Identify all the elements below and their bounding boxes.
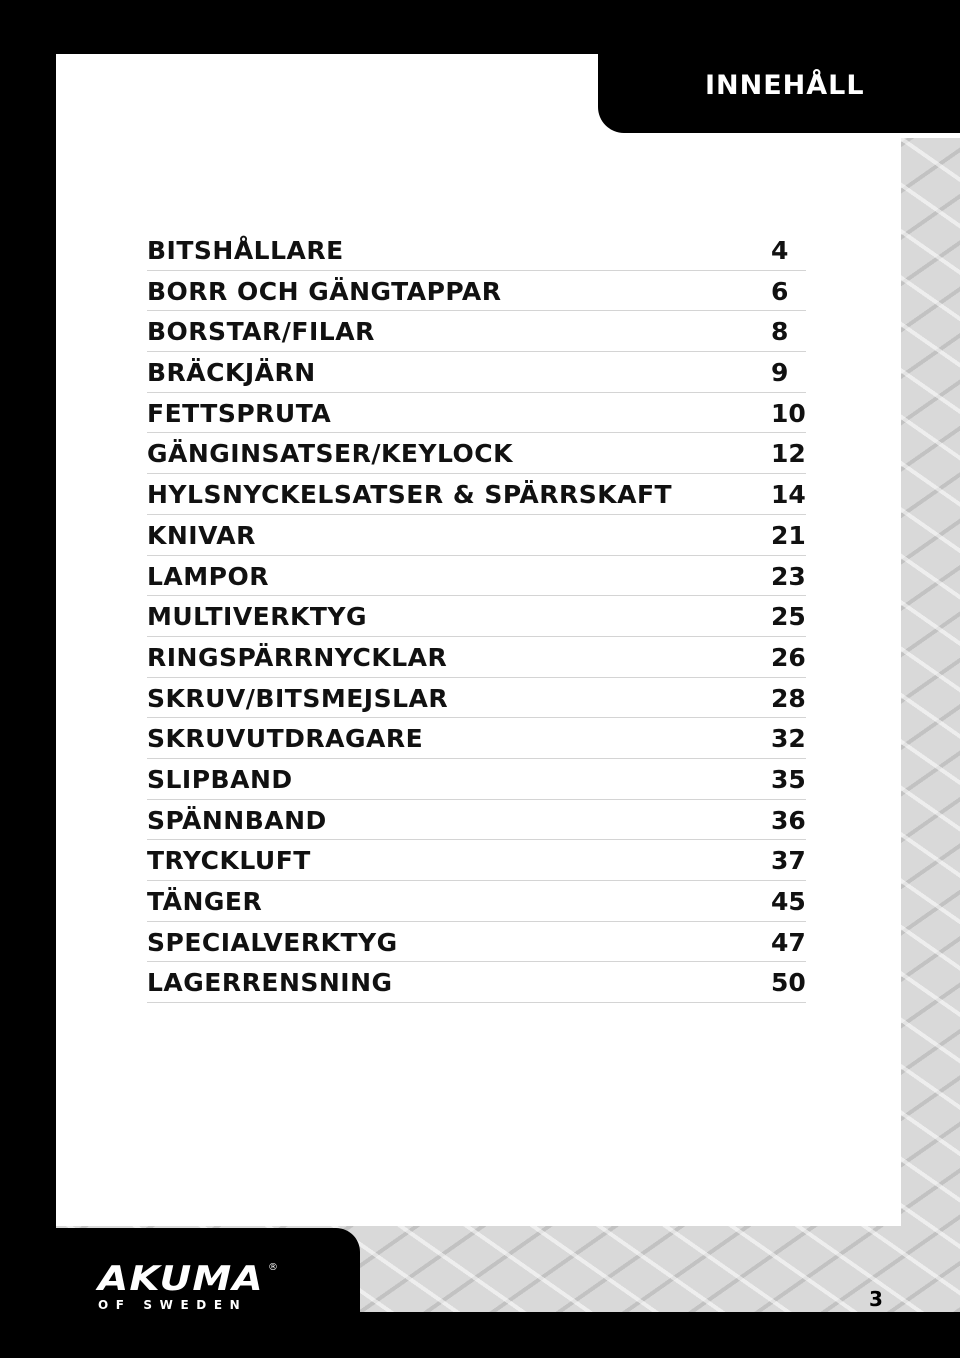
akuma-logo <box>98 1259 278 1312</box>
toc-entry-title: FETTSPRUTA <box>147 398 332 428</box>
toc-entry[interactable] <box>147 962 806 1003</box>
toc-entry-page: 35 <box>771 764 806 794</box>
toc-entry-title: SKRUV/BITSMEJSLAR <box>147 683 449 713</box>
toc-entry-title: BORR OCH GÄNGTAPPAR <box>147 276 502 306</box>
toc-entry-page: 45 <box>771 887 806 916</box>
toc-entry[interactable] <box>147 678 806 719</box>
toc-entry[interactable] <box>147 474 806 515</box>
toc-entry-title: TÄNGER <box>147 887 263 916</box>
toc-entry[interactable] <box>147 596 806 637</box>
toc-entry-title: BITSHÅLLARE <box>147 236 344 265</box>
toc-entry-title: HYLSNYCKELSATSER & SPÄRRSKAFT <box>147 480 673 510</box>
toc-entry[interactable] <box>147 556 806 597</box>
toc-entry-title: BRÄCKJÄRN <box>147 358 316 388</box>
toc-entry[interactable] <box>147 271 806 312</box>
toc-entry-page: 6 <box>771 276 789 306</box>
registered-mark: ® <box>268 1262 278 1273</box>
toc-entry-page: 28 <box>771 683 806 713</box>
toc-entry-page: 26 <box>771 642 806 672</box>
toc-entry-page: 21 <box>771 520 806 550</box>
toc-entry[interactable] <box>147 311 806 352</box>
toc-entry-page: 4 <box>771 236 789 265</box>
title-tab <box>598 0 960 133</box>
toc-entry-page: 23 <box>771 561 806 591</box>
toc-entry[interactable] <box>147 515 806 556</box>
toc-entry-title: SPÄNNBAND <box>147 805 327 835</box>
toc-entry[interactable] <box>147 881 806 922</box>
toc-entry[interactable] <box>147 352 806 393</box>
page-title: INNEHÅLL <box>705 70 865 101</box>
toc-entry-page: 37 <box>771 846 806 876</box>
toc-entry-title: SKRUVUTDRAGARE <box>147 724 424 754</box>
toc-entry-page: 36 <box>771 805 806 835</box>
toc-entry[interactable] <box>147 433 806 474</box>
toc-entry-page: 10 <box>771 398 806 428</box>
toc-entry-page: 47 <box>771 927 806 957</box>
toc-entry-title: SLIPBAND <box>147 764 293 794</box>
toc-entry-title: TRYCKLUFT <box>147 846 311 876</box>
toc-entry[interactable] <box>147 718 806 759</box>
toc-entry-page: 32 <box>771 724 806 754</box>
toc-entry-title: BORSTAR/FILAR <box>147 317 375 347</box>
toc-entry-page: 25 <box>771 602 806 632</box>
toc-entry-title: GÄNGINSATSER/KEYLOCK <box>147 439 514 469</box>
toc-entry[interactable] <box>147 800 806 841</box>
toc-entry[interactable] <box>147 393 806 434</box>
toc-entry-title: KNIVAR <box>147 520 256 550</box>
toc-entry-title: MULTIVERKTYG <box>147 602 368 632</box>
toc-entry-page: 9 <box>771 358 789 388</box>
toc-entry[interactable] <box>147 637 806 678</box>
toc-entry-title: RINGSPÄRRNYCKLAR <box>147 642 448 672</box>
toc-entry[interactable] <box>147 759 806 800</box>
table-of-contents <box>147 230 806 1003</box>
logo-tagline: OF SWEDEN <box>98 1298 248 1312</box>
toc-entry-title: LAMPOR <box>147 561 269 591</box>
toc-entry-title: SPECIALVERKTYG <box>147 927 398 957</box>
page-number: 3 <box>869 1287 883 1311</box>
toc-entry-page: 14 <box>771 480 806 510</box>
toc-entry[interactable] <box>147 840 806 881</box>
toc-entry[interactable] <box>147 922 806 963</box>
toc-entry-page: 12 <box>771 439 806 469</box>
toc-entry-title: LAGERRENSNING <box>147 968 393 998</box>
toc-entry[interactable] <box>147 230 806 271</box>
toc-entry-page: 8 <box>771 317 789 347</box>
logo-wordmark: AKUMA <box>98 1259 264 1299</box>
toc-entry-page: 50 <box>771 968 806 998</box>
